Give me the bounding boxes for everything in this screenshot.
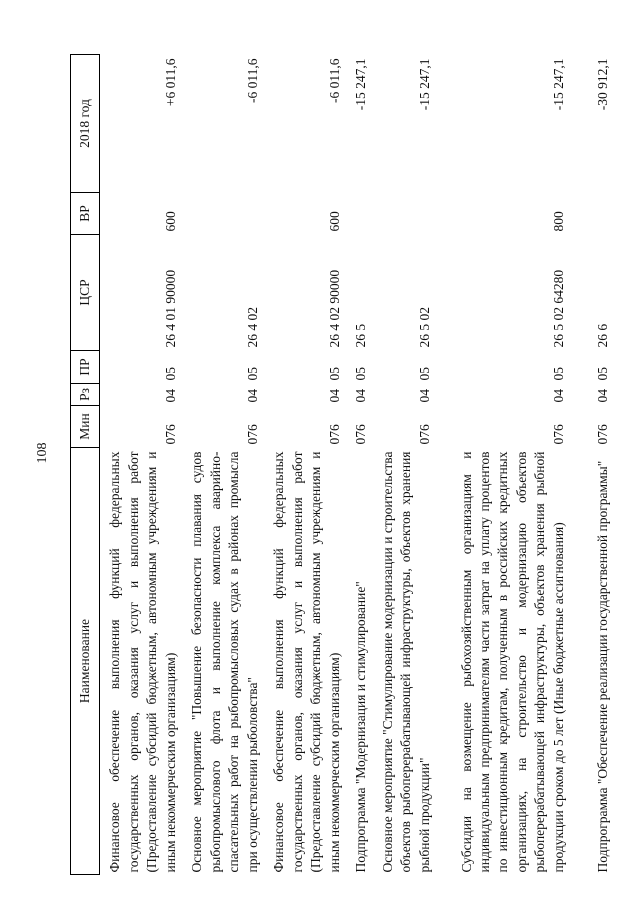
- row-vr: [182, 193, 264, 235]
- row-value: -30 912,1: [594, 58, 610, 111]
- row-value: -15 247,1: [352, 58, 368, 111]
- row-vr: 600: [162, 211, 178, 232]
- row-name: Основное мероприятие "Стимулирование модернизации и строительства объектов рыбоперерабатывающей инфраструктуры, объектов хранения рыбной продукции": [379, 451, 432, 873]
- row-csr: 26 4 02 90000: [326, 269, 342, 348]
- row-name: Подпрограмма "Модернизация и стимулирование": [352, 581, 368, 873]
- row-value: -6 011,6: [326, 58, 342, 103]
- row-name: Финансовое обеспечение выполнения функций федеральных государственных органов, оказания услуг и выполнения работ (Предоставление субсидий бюджетным, автономным учреждениям и иным некоммерческим организациям): [107, 451, 178, 873]
- row-min: 076: [162, 424, 178, 445]
- row-name: Субсидии на возмещение рыбохозяйственным организациям и индивидуальным предпринимателям части затрат на уплату процентов по инвестиционным кредитам, полученным в российских кредитных организациях, на строительство и модернизацию объектов рыбоперерабатывающей инфраструктуры, объектов хранения рыбной продукции сроком до 5 лет (Иные бюджетные ассигнования): [458, 451, 566, 873]
- rotated-page: [70, 55, 610, 875]
- row-min: 076: [550, 424, 566, 445]
- row-rz: 04: [326, 389, 342, 403]
- header-rz: Рз: [71, 384, 100, 406]
- table-row: [100, 55, 183, 875]
- row-pr: 05: [244, 367, 260, 381]
- table-header-row: [71, 55, 100, 875]
- row-rz: 04: [244, 389, 260, 403]
- row-pr: 05: [162, 367, 178, 381]
- table-row: [346, 55, 372, 875]
- row-min: 076: [244, 424, 260, 445]
- header-vr: ВР: [71, 193, 100, 235]
- row-value: +6 011,6: [162, 58, 178, 107]
- row-value: -15 247,1: [550, 58, 566, 111]
- row-vr: [346, 193, 372, 235]
- row-rz: 04: [352, 389, 368, 403]
- header-csr: ЦСР: [71, 235, 100, 351]
- row-rz: 04: [416, 389, 432, 403]
- row-min: 076: [326, 424, 342, 445]
- row-name: Основное мероприятие "Повышение безопасности плавания судов рыбопромыслового флота и выполнение комплекса аварийно-спасательных работ на рыбопромысловых судах в районах промысла при осуществлении рыболовства": [189, 451, 260, 873]
- row-value: -6 011,6: [244, 58, 260, 103]
- table-row: [436, 55, 570, 875]
- row-vr: 600: [326, 211, 342, 232]
- row-csr: 26 6: [594, 323, 610, 348]
- row-pr: 05: [416, 367, 432, 381]
- row-rz: 04: [162, 389, 178, 403]
- header-pr: ПР: [71, 351, 100, 384]
- row-pr: 05: [550, 367, 566, 381]
- row-vr: [570, 193, 614, 235]
- row-vr: 800: [550, 211, 566, 232]
- row-csr: 26 4 01 90000: [162, 269, 178, 348]
- table-row: [182, 55, 264, 875]
- row-csr: 26 5 02: [416, 307, 432, 348]
- row-value: -15 247,1: [416, 58, 432, 111]
- table-row: [264, 55, 346, 875]
- row-csr: 26 4 02: [244, 307, 260, 348]
- table-row: [372, 55, 436, 875]
- row-pr: 05: [326, 367, 342, 381]
- row-vr: [372, 193, 436, 235]
- row-rz: 04: [594, 389, 610, 403]
- row-min: 076: [416, 424, 432, 445]
- row-csr: 26 5 02 64280: [550, 269, 566, 348]
- row-pr: 05: [594, 367, 610, 381]
- row-pr: 05: [352, 367, 368, 381]
- row-csr: 26 5: [352, 323, 368, 348]
- header-name: Наименование: [71, 448, 100, 875]
- row-min: 076: [352, 424, 368, 445]
- row-rz: 04: [550, 389, 566, 403]
- table-row: [570, 55, 614, 875]
- row-name: Финансовое обеспечение выполнения функций федеральных государственных органов, оказания услуг и выполнения работ (Предоставление субсидий бюджетным, автономным учреждениям и иным некоммерческим организациям): [271, 451, 342, 873]
- page-number: 108: [35, 442, 50, 464]
- header-year: 2018 год: [71, 55, 100, 193]
- row-min: 076: [594, 424, 610, 445]
- budget-table: [70, 54, 614, 875]
- header-min: Мин: [71, 406, 100, 448]
- row-name: Подпрограмма "Обеспечение реализации государственной программы": [594, 460, 610, 873]
